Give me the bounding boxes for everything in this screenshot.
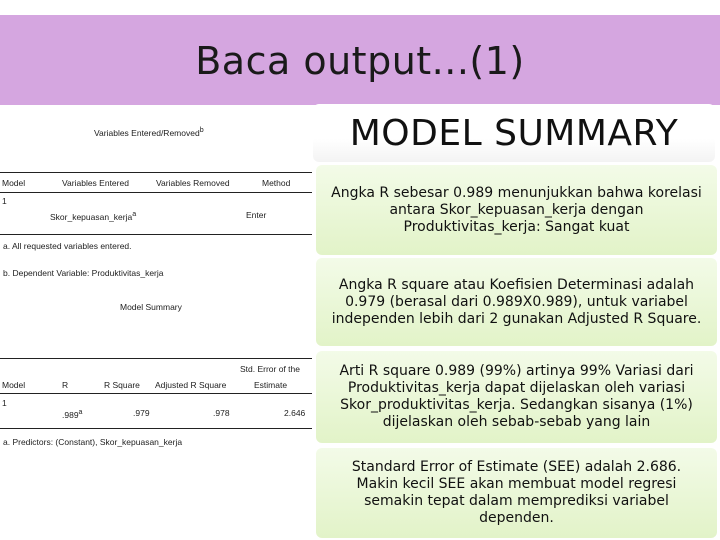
table1-note-a: a. All requested variables entered.	[3, 241, 132, 251]
table1-header-entered: Variables Entered	[62, 178, 129, 188]
table1-header-model: Model	[2, 178, 26, 188]
title-band	[0, 15, 720, 105]
table2-header-rule	[0, 393, 312, 394]
table1-note-b: b. Dependent Variable: Produktivitas_kerja	[3, 268, 164, 278]
table1-header-removed: Variables Removed	[156, 178, 230, 188]
table2-header-r: R	[62, 380, 69, 390]
explanation-box-variance: Arti R square 0.989 (99%) artinya 99% Variasi dari Produktivitas_kerja dapat dijelaskan oleh variasi Skor_produktivitas_kerja. Sedangkan sisanya (1%) dijelaskan oleh sebab-sebab yang lain	[316, 351, 717, 443]
slide-title: Baca output...(1)	[195, 39, 525, 83]
table2-header-estimate: Estimate	[254, 380, 288, 390]
table2-row-adj-r-square: .978	[213, 408, 230, 418]
table2-top-rule	[0, 358, 312, 359]
table2-header-adj-r-square: Adjusted R Square	[155, 380, 227, 390]
table1-header-method: Method	[262, 178, 291, 188]
explanation-box-correlation: Angka R sebesar 0.989 menunjukkan bahwa korelasi antara Skor_kepuasan_kerja dengan Produktivitas_kerja: Sangat kuat	[316, 165, 717, 255]
table2-row-r-square: .979	[133, 408, 150, 418]
table1-bottom-rule	[0, 234, 312, 235]
explanation-box-see: Standard Error of Estimate (SEE) adalah 2.686. Makin kecil SEE akan membuat model regresi semakin tepat dalam memprediksi variabel dependen.	[316, 448, 717, 538]
explanation-box-r-square: Angka R square atau Koefisien Determinasi adalah 0.979 (berasal dari 0.989X0.989), untuk variabel independen lebih dari 2 gunakan Adjusted R Square.	[316, 258, 717, 346]
table2-row-model: 1	[2, 398, 7, 408]
table2-note: a. Predictors: (Constant), Skor_kepuasan_kerja	[3, 437, 183, 447]
table2-header-std-error: Std. Error of the	[240, 364, 300, 374]
table2-header-r-square: R Square	[104, 380, 140, 390]
model-summary-heading: MODEL SUMMARY	[313, 104, 715, 162]
table1-row-method: Enter	[246, 210, 267, 220]
table2-row-r: .989$^a$	[62, 408, 83, 420]
table2-bottom-rule	[0, 428, 312, 429]
table1-header-rule	[0, 192, 312, 193]
table2-title: Model Summary	[120, 302, 182, 312]
table1-row-entered: Skor_kepuasan_kerja$^a$	[50, 210, 137, 222]
table1-title: Variables Entered/Removed$^b$	[94, 126, 204, 138]
table2-row-std-error: 2.646	[284, 408, 306, 418]
table1-top-rule	[0, 172, 312, 173]
table1-row-model: 1	[2, 196, 7, 206]
table2-header-model: Model	[2, 380, 26, 390]
